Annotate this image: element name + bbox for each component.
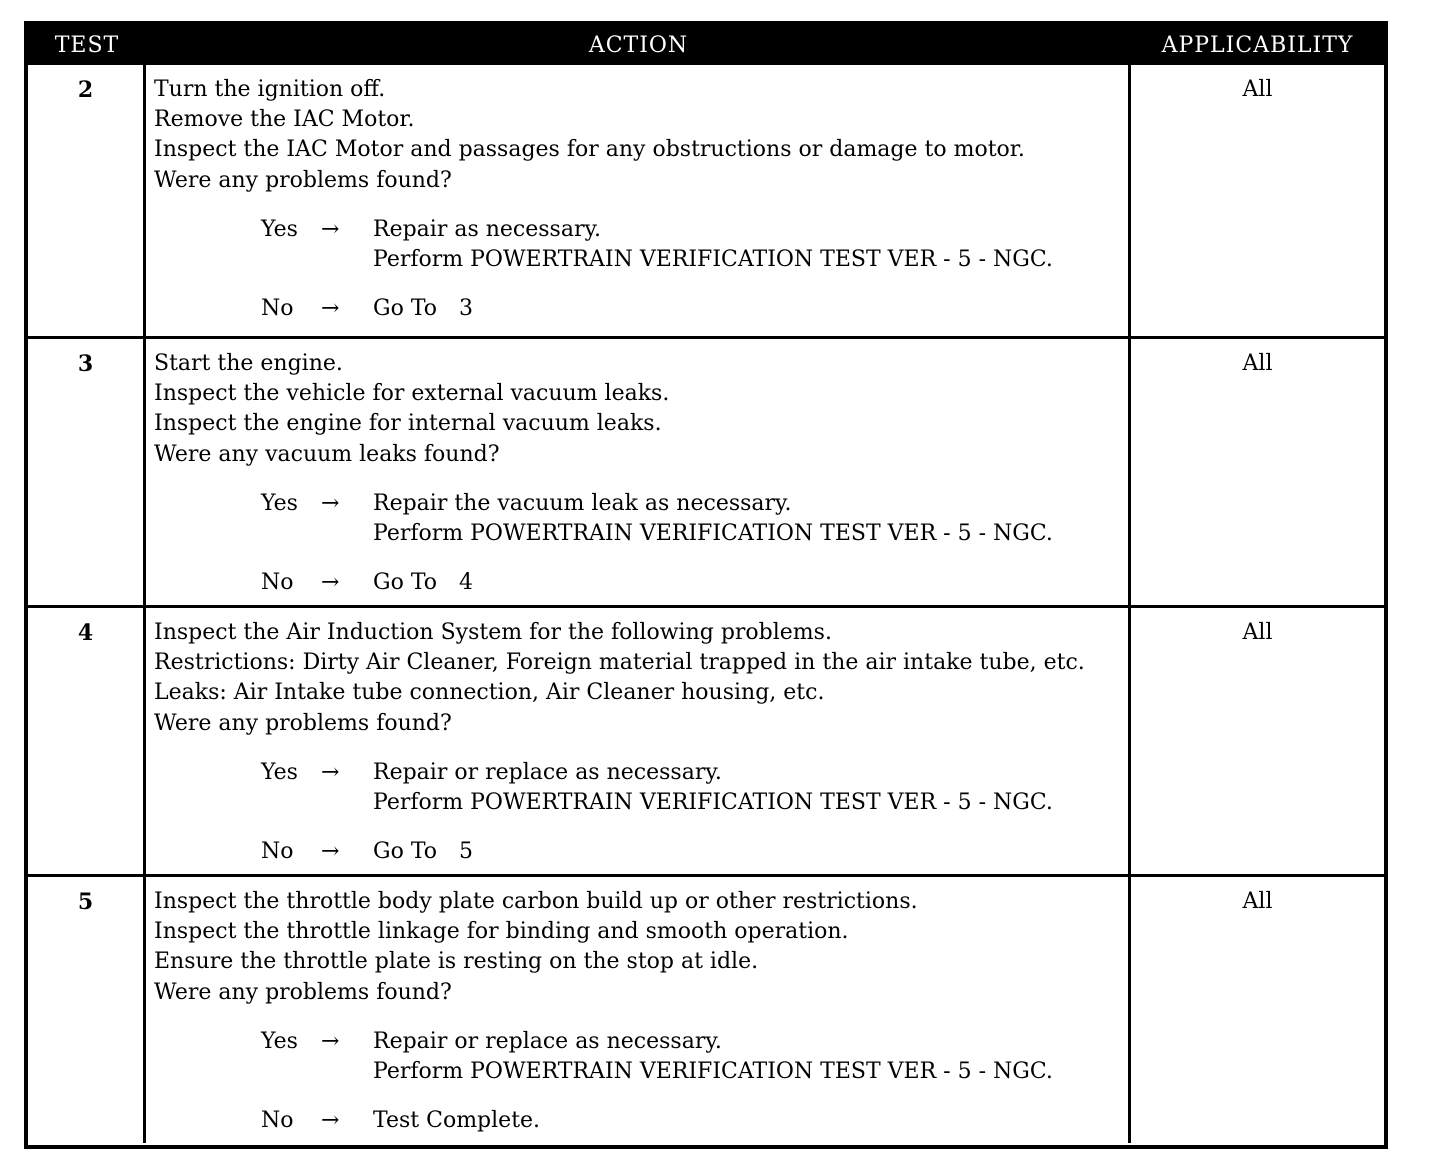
right-arrow-icon: →: [321, 490, 340, 516]
diagnostic-table: [24, 21, 1388, 1149]
yes-label: Yes: [261, 490, 298, 516]
no-result: Go To: [373, 839, 438, 865]
applicability-cell: All: [1242, 889, 1273, 914]
applicability-cell: All: [1242, 77, 1273, 102]
header-action: ACTION: [588, 32, 689, 58]
test-number: 3: [28, 339, 146, 605]
yes-result-line: Repair or replace as necessary.: [373, 759, 722, 785]
right-arrow-icon: →: [321, 759, 340, 785]
action-line: Inspect the IAC Motor and passages for any obstructions or damage to motor.: [154, 137, 1025, 163]
action-cell: [146, 339, 1131, 605]
header-test: TEST: [54, 32, 120, 58]
table-row: [28, 65, 1384, 336]
yes-branch: [261, 215, 1128, 275]
yes-result-line: Repair or replace as necessary.: [373, 1028, 722, 1054]
action-line: Ensure the throttle plate is resting on the stop at idle.: [154, 949, 759, 975]
action-question: Were any problems found?: [154, 167, 452, 193]
action-cell: [146, 65, 1131, 336]
action-line: Restrictions: Dirty Air Cleaner, Foreign material trapped in the air intake tube, etc.: [154, 650, 1085, 676]
table-row: [28, 874, 1384, 1143]
right-arrow-icon: →: [321, 216, 340, 242]
applicability-cell: All: [1242, 620, 1273, 645]
yes-branch: [261, 758, 1128, 818]
no-branch: [261, 568, 1128, 598]
action-line: Inspect the throttle body plate carbon build up or other restrictions.: [154, 889, 918, 914]
action-line: Leaks: Air Intake tube connection, Air Cleaner housing, etc.: [154, 680, 825, 706]
no-branch: [261, 837, 1128, 867]
right-arrow-icon: →: [321, 839, 340, 865]
action-line: Inspect the Air Induction System for the following problems.: [154, 620, 832, 645]
action-line: Inspect the vehicle for external vacuum leaks.: [154, 381, 670, 407]
action-line: Inspect the engine for internal vacuum leaks.: [154, 411, 662, 437]
action-cell: [146, 608, 1131, 874]
yes-result-line: Perform POWERTRAIN VERIFICATION TEST VER - 5 - NGC.: [373, 790, 1053, 816]
action-cell: [146, 877, 1131, 1143]
yes-result-line: Repair the vacuum leak as necessary.: [373, 490, 792, 516]
action-question: Were any problems found?: [154, 710, 452, 736]
table-row: [28, 605, 1384, 874]
action-question: Were any problems found?: [154, 979, 452, 1005]
no-result: Test Complete.: [373, 1108, 541, 1134]
no-label: No: [261, 570, 294, 596]
yes-label: Yes: [261, 216, 298, 242]
test-number: 2: [28, 65, 146, 336]
action-line: Remove the IAC Motor.: [154, 107, 415, 133]
yes-result-line: Perform POWERTRAIN VERIFICATION TEST VER - 5 - NGC.: [373, 247, 1053, 273]
right-arrow-icon: →: [321, 570, 340, 596]
no-branch: [261, 1106, 1128, 1136]
yes-result-line: Perform POWERTRAIN VERIFICATION TEST VER - 5 - NGC.: [373, 521, 1053, 547]
yes-branch: [261, 489, 1128, 549]
yes-label: Yes: [261, 1028, 298, 1054]
no-branch: [261, 294, 1128, 324]
goto-target: 5: [459, 839, 474, 865]
right-arrow-icon: →: [321, 1028, 340, 1054]
table-header: [28, 25, 1384, 65]
no-label: No: [261, 839, 294, 865]
yes-result-line: Perform POWERTRAIN VERIFICATION TEST VER - 5 - NGC.: [373, 1059, 1053, 1085]
header-applicability: APPLICABILITY: [1161, 32, 1354, 58]
yes-label: Yes: [261, 759, 298, 785]
yes-result-line: Repair as necessary.: [373, 216, 601, 242]
goto-target: 4: [459, 570, 474, 596]
goto-target: 3: [459, 296, 474, 322]
action-question: Were any vacuum leaks found?: [154, 441, 500, 467]
action-line: Start the engine.: [154, 351, 343, 376]
test-number: 5: [28, 877, 146, 1143]
no-result: Go To: [373, 296, 438, 322]
no-result: Go To: [373, 570, 438, 596]
table-row: [28, 336, 1384, 605]
right-arrow-icon: →: [321, 296, 340, 322]
no-label: No: [261, 296, 294, 322]
yes-branch: [261, 1027, 1128, 1087]
no-label: No: [261, 1108, 294, 1134]
applicability-cell: All: [1242, 351, 1273, 376]
right-arrow-icon: →: [321, 1108, 340, 1134]
action-line: Inspect the throttle linkage for binding and smooth operation.: [154, 919, 849, 945]
action-line: Turn the ignition off.: [154, 77, 386, 102]
test-number: 4: [28, 608, 146, 874]
